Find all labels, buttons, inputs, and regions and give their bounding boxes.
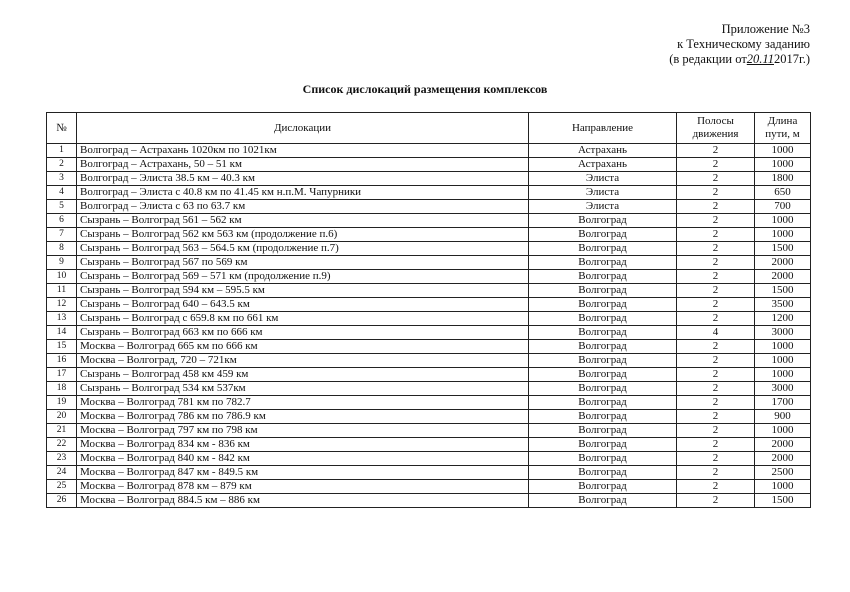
row-length: 1700 xyxy=(755,396,811,410)
row-length: 1800 xyxy=(755,172,811,186)
row-length: 1000 xyxy=(755,228,811,242)
table-row xyxy=(47,144,811,158)
table-row xyxy=(47,186,811,200)
table-row xyxy=(47,368,811,382)
row-number: 6 xyxy=(47,214,77,228)
row-lanes: 4 xyxy=(677,326,755,340)
row-location: Волгоград – Астрахань 1020км по 1021км xyxy=(77,144,529,158)
row-location: Сызрань – Волгоград 561 – 562 км xyxy=(77,214,529,228)
row-length: 1200 xyxy=(755,312,811,326)
table-row xyxy=(47,298,811,312)
row-location: Сызрань – Волгоград 640 – 643.5 км xyxy=(77,298,529,312)
row-direction: Волгоград xyxy=(529,410,677,424)
row-location: Москва – Волгоград 786 км по 786.9 км xyxy=(77,410,529,424)
row-direction: Волгоград xyxy=(529,466,677,480)
row-location: Москва – Волгоград 884.5 км – 886 км xyxy=(77,494,529,508)
row-direction: Элиста xyxy=(529,172,677,186)
row-lanes: 2 xyxy=(677,242,755,256)
row-location: Сызрань – Волгоград с 659.8 км по 661 км xyxy=(77,312,529,326)
row-length: 1000 xyxy=(755,340,811,354)
row-length: 2000 xyxy=(755,438,811,452)
row-length: 2000 xyxy=(755,270,811,284)
row-number: 26 xyxy=(47,494,77,508)
row-direction: Волгоград xyxy=(529,382,677,396)
table-row xyxy=(47,480,811,494)
row-length: 3000 xyxy=(755,326,811,340)
row-lanes: 2 xyxy=(677,382,755,396)
row-direction: Астрахань xyxy=(529,158,677,172)
row-lanes: 2 xyxy=(677,312,755,326)
row-length: 1500 xyxy=(755,242,811,256)
row-direction: Волгоград xyxy=(529,396,677,410)
row-number: 15 xyxy=(47,340,77,354)
table-row xyxy=(47,158,811,172)
row-lanes: 2 xyxy=(677,368,755,382)
row-location: Москва – Волгоград 878 км – 879 км xyxy=(77,480,529,494)
row-location: Сызрань – Волгоград 563 – 564.5 км (продолжение п.7) xyxy=(77,242,529,256)
row-lanes: 2 xyxy=(677,270,755,284)
row-number: 20 xyxy=(47,410,77,424)
row-length: 1000 xyxy=(755,368,811,382)
table-row xyxy=(47,466,811,480)
table-body xyxy=(47,144,811,508)
row-location: Волгоград – Астрахань, 50 – 51 км xyxy=(77,158,529,172)
revision-prefix: (в редакции от xyxy=(669,52,747,66)
row-number: 13 xyxy=(47,312,77,326)
row-number: 7 xyxy=(47,228,77,242)
row-lanes: 2 xyxy=(677,144,755,158)
row-location: Москва – Волгоград 834 км - 836 км xyxy=(77,438,529,452)
row-lanes: 2 xyxy=(677,452,755,466)
row-lanes: 2 xyxy=(677,438,755,452)
row-direction: Волгоград xyxy=(529,452,677,466)
row-length: 1000 xyxy=(755,424,811,438)
row-location: Сызрань – Волгоград 567 по 569 км xyxy=(77,256,529,270)
row-location: Сызрань – Волгоград 458 км 459 км xyxy=(77,368,529,382)
row-length: 2000 xyxy=(755,452,811,466)
row-direction: Волгоград xyxy=(529,228,677,242)
table-row xyxy=(47,424,811,438)
row-number: 4 xyxy=(47,186,77,200)
appendix-header xyxy=(669,22,810,67)
table-row xyxy=(47,172,811,186)
row-length: 2500 xyxy=(755,466,811,480)
table-row xyxy=(47,228,811,242)
table-row xyxy=(47,326,811,340)
table-row xyxy=(47,452,811,466)
row-direction: Волгоград xyxy=(529,424,677,438)
header-num: № xyxy=(47,113,77,144)
row-location: Москва – Волгоград 840 км - 842 км xyxy=(77,452,529,466)
row-number: 5 xyxy=(47,200,77,214)
row-lanes: 2 xyxy=(677,186,755,200)
row-direction: Волгоград xyxy=(529,438,677,452)
table-row xyxy=(47,284,811,298)
row-length: 1500 xyxy=(755,494,811,508)
row-location: Сызрань – Волгоград 594 км – 595.5 км xyxy=(77,284,529,298)
row-number: 23 xyxy=(47,452,77,466)
row-lanes: 2 xyxy=(677,424,755,438)
row-direction: Элиста xyxy=(529,186,677,200)
table-row xyxy=(47,340,811,354)
row-location: Сызрань – Волгоград 562 км 563 км (продолжение п.6) xyxy=(77,228,529,242)
row-lanes: 2 xyxy=(677,396,755,410)
row-length: 900 xyxy=(755,410,811,424)
row-lanes: 2 xyxy=(677,480,755,494)
table-row xyxy=(47,494,811,508)
row-location: Сызрань – Волгоград 569 – 571 км (продолжение п.9) xyxy=(77,270,529,284)
row-length: 1000 xyxy=(755,354,811,368)
header-direction: Направление xyxy=(529,113,677,144)
revision-suffix: 2017г.) xyxy=(773,52,810,66)
row-direction: Волгоград xyxy=(529,284,677,298)
row-lanes: 2 xyxy=(677,228,755,242)
row-direction: Волгоград xyxy=(529,494,677,508)
row-lanes: 2 xyxy=(677,298,755,312)
row-direction: Волгоград xyxy=(529,214,677,228)
row-location: Сызрань – Волгоград 534 км 537км xyxy=(77,382,529,396)
row-number: 10 xyxy=(47,270,77,284)
row-length: 1000 xyxy=(755,214,811,228)
row-direction: Волгоград xyxy=(529,326,677,340)
row-number: 16 xyxy=(47,354,77,368)
table-row xyxy=(47,312,811,326)
row-length: 700 xyxy=(755,200,811,214)
row-lanes: 2 xyxy=(677,466,755,480)
row-location: Волгоград – Элиста с 63 по 63.7 км xyxy=(77,200,529,214)
appendix-reference: к Техническому заданию xyxy=(677,37,810,51)
table-row xyxy=(47,214,811,228)
row-number: 25 xyxy=(47,480,77,494)
row-number: 3 xyxy=(47,172,77,186)
row-number: 1 xyxy=(47,144,77,158)
row-location: Сызрань – Волгоград 663 км по 666 км xyxy=(77,326,529,340)
row-lanes: 2 xyxy=(677,340,755,354)
table-row xyxy=(47,354,811,368)
row-direction: Волгоград xyxy=(529,312,677,326)
row-number: 12 xyxy=(47,298,77,312)
handwritten-date: 20.11 xyxy=(746,52,774,66)
table-row xyxy=(47,242,811,256)
row-number: 18 xyxy=(47,382,77,396)
table-row xyxy=(47,438,811,452)
row-location: Москва – Волгоград 847 км - 849.5 км xyxy=(77,466,529,480)
row-length: 1000 xyxy=(755,144,811,158)
table-row xyxy=(47,256,811,270)
row-location: Волгоград – Элиста 38.5 км – 40.3 км xyxy=(77,172,529,186)
row-direction: Волгоград xyxy=(529,368,677,382)
row-length: 3500 xyxy=(755,298,811,312)
row-lanes: 2 xyxy=(677,158,755,172)
row-direction: Волгоград xyxy=(529,256,677,270)
row-length: 2000 xyxy=(755,256,811,270)
row-lanes: 2 xyxy=(677,494,755,508)
row-length: 3000 xyxy=(755,382,811,396)
table-row xyxy=(47,396,811,410)
table-row xyxy=(47,270,811,284)
revision-date-line xyxy=(669,52,810,67)
header-location: Дислокации xyxy=(77,113,529,144)
row-number: 19 xyxy=(47,396,77,410)
row-location: Москва – Волгоград 797 км по 798 км xyxy=(77,424,529,438)
row-direction: Элиста xyxy=(529,200,677,214)
row-lanes: 2 xyxy=(677,200,755,214)
row-location: Москва – Волгоград 781 км по 782.7 xyxy=(77,396,529,410)
row-number: 2 xyxy=(47,158,77,172)
row-number: 14 xyxy=(47,326,77,340)
row-lanes: 2 xyxy=(677,256,755,270)
appendix-label: Приложение №3 xyxy=(721,22,810,36)
row-location: Москва – Волгоград, 720 – 721км xyxy=(77,354,529,368)
table-row xyxy=(47,382,811,396)
row-location: Москва – Волгоград 665 км по 666 км xyxy=(77,340,529,354)
row-number: 21 xyxy=(47,424,77,438)
row-number: 11 xyxy=(47,284,77,298)
table-header-row xyxy=(47,113,811,144)
header-length: Длина пути, м xyxy=(755,113,811,144)
row-length: 1500 xyxy=(755,284,811,298)
row-direction: Волгоград xyxy=(529,340,677,354)
row-lanes: 2 xyxy=(677,284,755,298)
row-lanes: 2 xyxy=(677,354,755,368)
row-length: 1000 xyxy=(755,158,811,172)
locations-table xyxy=(46,112,811,508)
row-direction: Волгоград xyxy=(529,354,677,368)
row-direction: Волгоград xyxy=(529,298,677,312)
row-location: Волгоград – Элиста с 40.8 км по 41.45 км н.п.М. Чапурники xyxy=(77,186,529,200)
row-length: 1000 xyxy=(755,480,811,494)
row-lanes: 2 xyxy=(677,410,755,424)
row-number: 17 xyxy=(47,368,77,382)
row-lanes: 2 xyxy=(677,172,755,186)
header-lanes: Полосы движения xyxy=(677,113,755,144)
row-direction: Астрахань xyxy=(529,144,677,158)
table-row xyxy=(47,410,811,424)
row-number: 24 xyxy=(47,466,77,480)
document-title: Список дислокаций размещения комплексов xyxy=(302,82,548,96)
row-direction: Волгоград xyxy=(529,270,677,284)
row-lanes: 2 xyxy=(677,214,755,228)
row-direction: Волгоград xyxy=(529,480,677,494)
row-length: 650 xyxy=(755,186,811,200)
row-number: 8 xyxy=(47,242,77,256)
row-direction: Волгоград xyxy=(529,242,677,256)
row-number: 9 xyxy=(47,256,77,270)
table-row xyxy=(47,200,811,214)
row-number: 22 xyxy=(47,438,77,452)
